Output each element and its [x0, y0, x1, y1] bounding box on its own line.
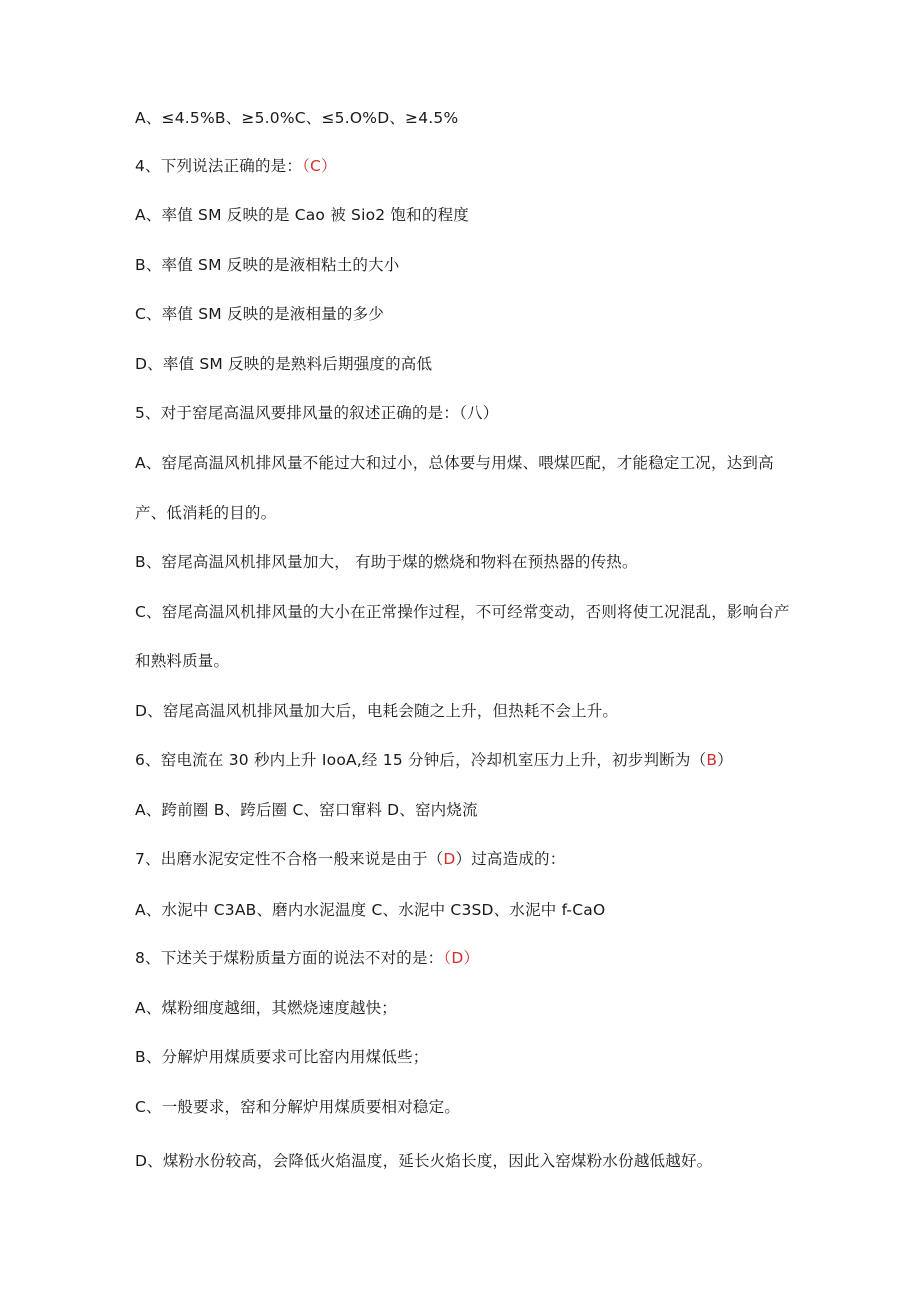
q5-option-a: A、窑尾高温风机排风量不能过大和过小，总体要与用煤、喂煤匹配，才能稳定工况，达到高: [135, 454, 774, 472]
q5-option-b: B、窑尾高温风机排风量加大， 有助于煤的燃烧和物料在预热器的传热。: [135, 553, 638, 571]
q4-option-c: C、率值 SM 反映的是液相量的多少: [135, 305, 384, 323]
q4-option-b: B、率值 SM 反映的是液相粘土的大小: [135, 256, 400, 274]
q4-paren-open: （: [302, 157, 311, 175]
q5-option-d: D、窑尾高温风机排风量加大后，电耗会随之上升，但热耗不会上升。: [135, 702, 619, 720]
q8-option-a: A、煤粉细度越细，其燃烧速度越快；: [135, 999, 398, 1017]
q7-question: [135, 848, 565, 870]
q8-question-text: 8、下述关于煤粉质量方面的说法不对的是：: [135, 949, 444, 967]
q8-option-c: C、一般要求，窑和分解炉用煤质要相对稳定。: [135, 1098, 461, 1116]
q8-paren-close: ）: [463, 949, 480, 967]
q6-options: A、跨前圈 B、跨后圈 C、窑口窜料 D、窑内烧流: [135, 801, 478, 819]
q5-option-c-cont: 和熟料质量。: [135, 652, 230, 670]
q6-question: [135, 749, 733, 771]
q4-option-d: D、率值 SM 反映的是熟料后期强度的高低: [135, 355, 433, 373]
q8-question: [135, 947, 479, 969]
q5-option-a-cont: 产、低消耗的目的。: [135, 504, 277, 522]
q5-question: 5、对于窑尾高温风要排风量的叙述正确的是：（八）: [135, 404, 499, 422]
q6-answer: B: [706, 751, 718, 769]
q8-paren-open: （: [443, 949, 452, 967]
q4-answer: C: [310, 157, 322, 175]
q7-answer: D: [443, 850, 456, 868]
q4-option-a: A、率值 SM 反映的是 Cao 被 Sio2 饱和的程度: [135, 206, 469, 224]
q3-options: A、≤4.5%B、≥5.0%C、≤5.O%D、≥4.5%: [135, 109, 459, 127]
q8-answer: D: [451, 949, 464, 967]
q8-option-d: D、煤粉水份较高，会降低火焰温度，延长火焰长度，因此入窑煤粉水份越低越好。: [135, 1152, 713, 1170]
q8-option-b: B、分解炉用煤质要求可比窑内用煤低些；: [135, 1048, 429, 1066]
q7-question-text: 7、出磨水泥安定性不合格一般来说是由于（: [135, 850, 444, 868]
q4-question-text: 4、下列说法正确的是：: [135, 157, 303, 175]
q7-options: A、水泥中 C3AB、磨内水泥温度 C、水泥中 C3SD、水泥中 f-CaO: [135, 901, 606, 919]
q6-paren-close: ）: [717, 751, 733, 769]
q7-question-rest: ）过高造成的：: [455, 850, 566, 868]
q4-question: [135, 155, 337, 177]
q6-question-text: 6、窑电流在 30 秒内上升 IooA,经 15 分钟后，冷却机室压力上升，初步判断为（: [135, 751, 707, 769]
q5-option-c: C、窑尾高温风机排风量的大小在正常操作过程，不可经常变动，否则将使工况混乱，影响台产: [135, 603, 790, 621]
q4-paren-close: ）: [321, 157, 337, 175]
